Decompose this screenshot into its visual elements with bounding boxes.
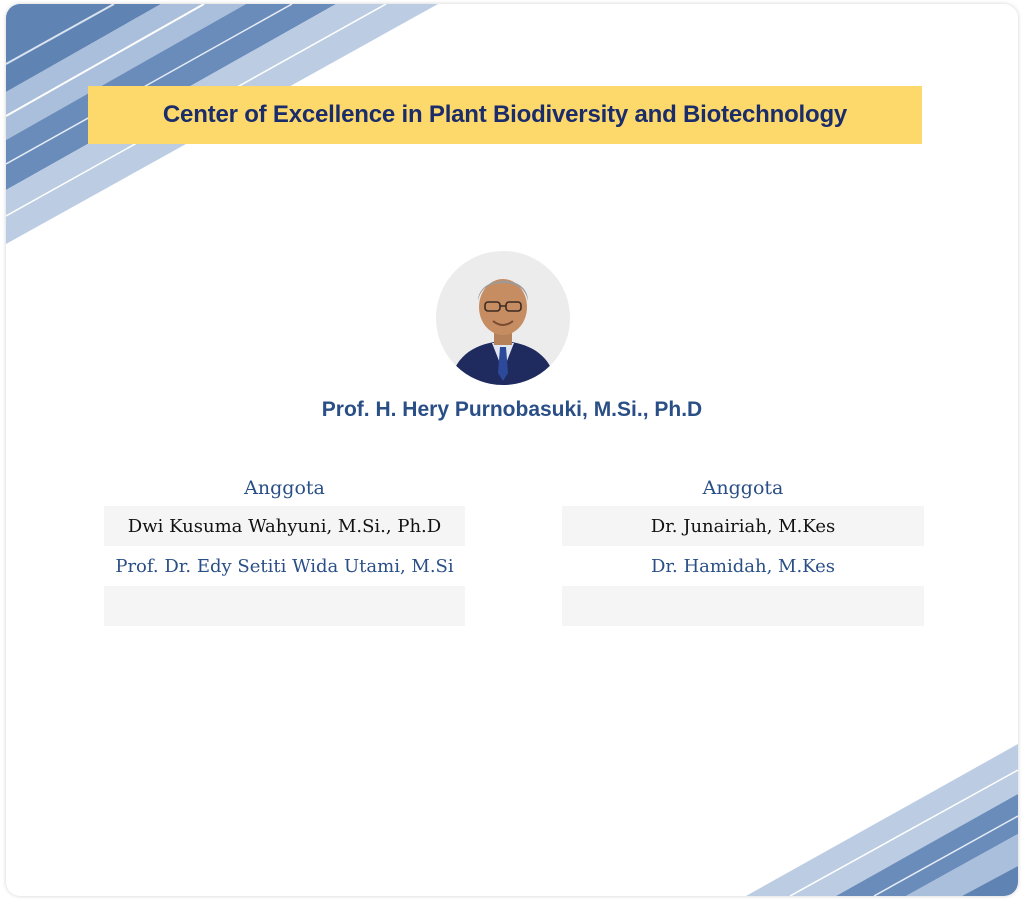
- leader-avatar: [436, 251, 570, 385]
- leader-name: Prof. H. Hery Purnobasuki, M.Si., Ph.D: [321, 398, 703, 421]
- member-row-left-2: Prof. Dr. Edy Setiti Wida Utami, M.Si: [104, 546, 465, 586]
- member-row-left-3: [104, 586, 465, 626]
- title-banner: [88, 86, 922, 144]
- org-card: [6, 4, 1018, 896]
- members-left-column: [104, 470, 465, 626]
- leader-portrait-icon: [436, 251, 570, 385]
- member-row-left-1: Dwi Kusuma Wahyuni, M.Si., Ph.D: [104, 506, 465, 546]
- members-left-heading: Anggota: [244, 477, 325, 499]
- members-right-heading: Anggota: [702, 477, 784, 499]
- page-title: Center of Excellence in Plant Biodiversity and Biotechnology: [162, 101, 848, 128]
- member-row-right-3: [562, 586, 924, 626]
- member-row-right-1: Dr. Junairiah, M.Kes: [562, 506, 924, 546]
- member-row-right-2: Dr. Hamidah, M.Kes: [562, 546, 924, 586]
- members-right-column: [562, 470, 924, 626]
